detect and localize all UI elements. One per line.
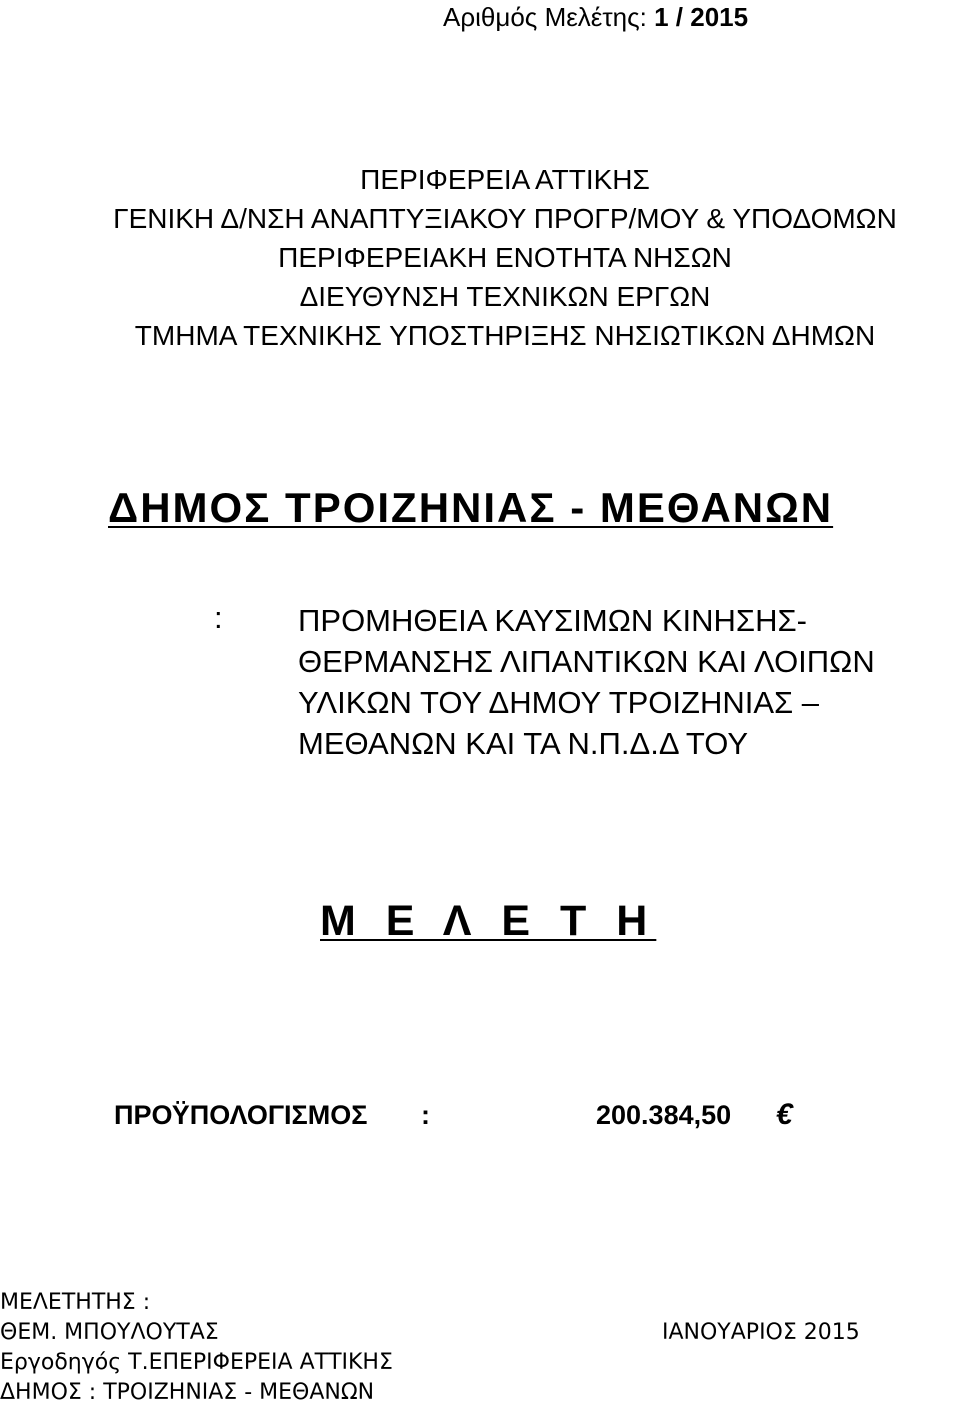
budget-label: ΠΡΟΫΠΟΛΟΓΙΣΜΟΣ	[114, 1100, 368, 1130]
euro-icon: €	[776, 1098, 793, 1131]
author-name: ΘΕΜ. ΜΠΟΥΛΟΥΤΑΣ	[0, 1320, 219, 1345]
header-line-directorate: ΔΙΕΥΘΥΝΣΗ ΤΕΧΝΙΚΩΝ ΕΡΓΩΝ	[299, 281, 711, 312]
subject-line: ΥΛΙΚΩΝ ΤΟΥ ΔΗΜΟΥ ΤΡΟΙΖΗΝΙΑΣ –	[298, 685, 820, 720]
subject-line: ΜΕΘΑΝΩΝ ΚΑΙ ΤΑ Ν.Π.Δ.Δ ΤΟΥ	[298, 726, 749, 761]
study-number-value: 1 / 2015	[654, 2, 749, 32]
authority-header	[0, 160, 960, 355]
study-date: ΙΑΝΟΥΑΡΙΟΣ 2015	[662, 1320, 860, 1345]
municipality-title: ΔΗΜΟΣ ΤΡΟΙΖΗΝΙΑΣ - ΜΕΘΑΝΩΝ	[108, 484, 834, 531]
author-label: ΜΕΛΕΤΗΤΗΣ :	[0, 1290, 151, 1315]
header-line-department: ΤΜΗΜΑ ΤΕΧΝΙΚΗΣ ΥΠΟΣΤΗΡΙΞΗΣ ΝΗΣΙΩΤΙΚΩΝ ΔΗΜΩΝ	[134, 320, 876, 351]
subject-colon: :	[214, 600, 223, 635]
subject-line: ΠΡΟΜΗΘΕΙΑ ΚΑΥΣΙΜΩΝ ΚΙΝΗΣΗΣ-	[298, 603, 807, 638]
budget-amount: 200.384,50	[596, 1100, 732, 1130]
study-title: Μ Ε Λ Ε Τ Η	[320, 897, 657, 945]
header-line-region: ΠΕΡΙΦΕΡΕΙΑ ΑΤΤΙΚΗΣ	[360, 164, 650, 195]
author-role: Εργοδηγός Τ.ΕΠΕΡΙΦΕΡΕΙΑ ΑΤΤΙΚΗΣ	[0, 1350, 393, 1375]
subject-text	[298, 600, 875, 764]
header-line-regional-unit: ΠΕΡΙΦΕΡΕΙΑΚΗ ΕΝΟΤΗΤΑ ΝΗΣΩΝ	[278, 242, 732, 273]
footer-municipality: ΔΗΜΟΣ : ΤΡΟΙΖΗΝΙΑΣ - ΜΕΘΑΝΩΝ	[0, 1380, 375, 1405]
subject-line: ΘΕΡΜΑΝΣΗΣ ΛΙΠΑΝΤΙΚΩΝ ΚΑΙ ΛΟΙΠΩΝ	[298, 644, 875, 679]
header-line-directorate-general: ΓΕΝΙΚΗ Δ/ΝΣΗ ΑΝΑΠΤΥΞΙΑΚΟΥ ΠΡΟΓΡ/ΜΟΥ & ΥΠΟΔΟΜΩΝ	[113, 203, 897, 234]
budget-colon: :	[421, 1100, 430, 1130]
study-number-label: Αριθμός Μελέτης:	[443, 2, 647, 32]
study-number	[443, 2, 748, 33]
